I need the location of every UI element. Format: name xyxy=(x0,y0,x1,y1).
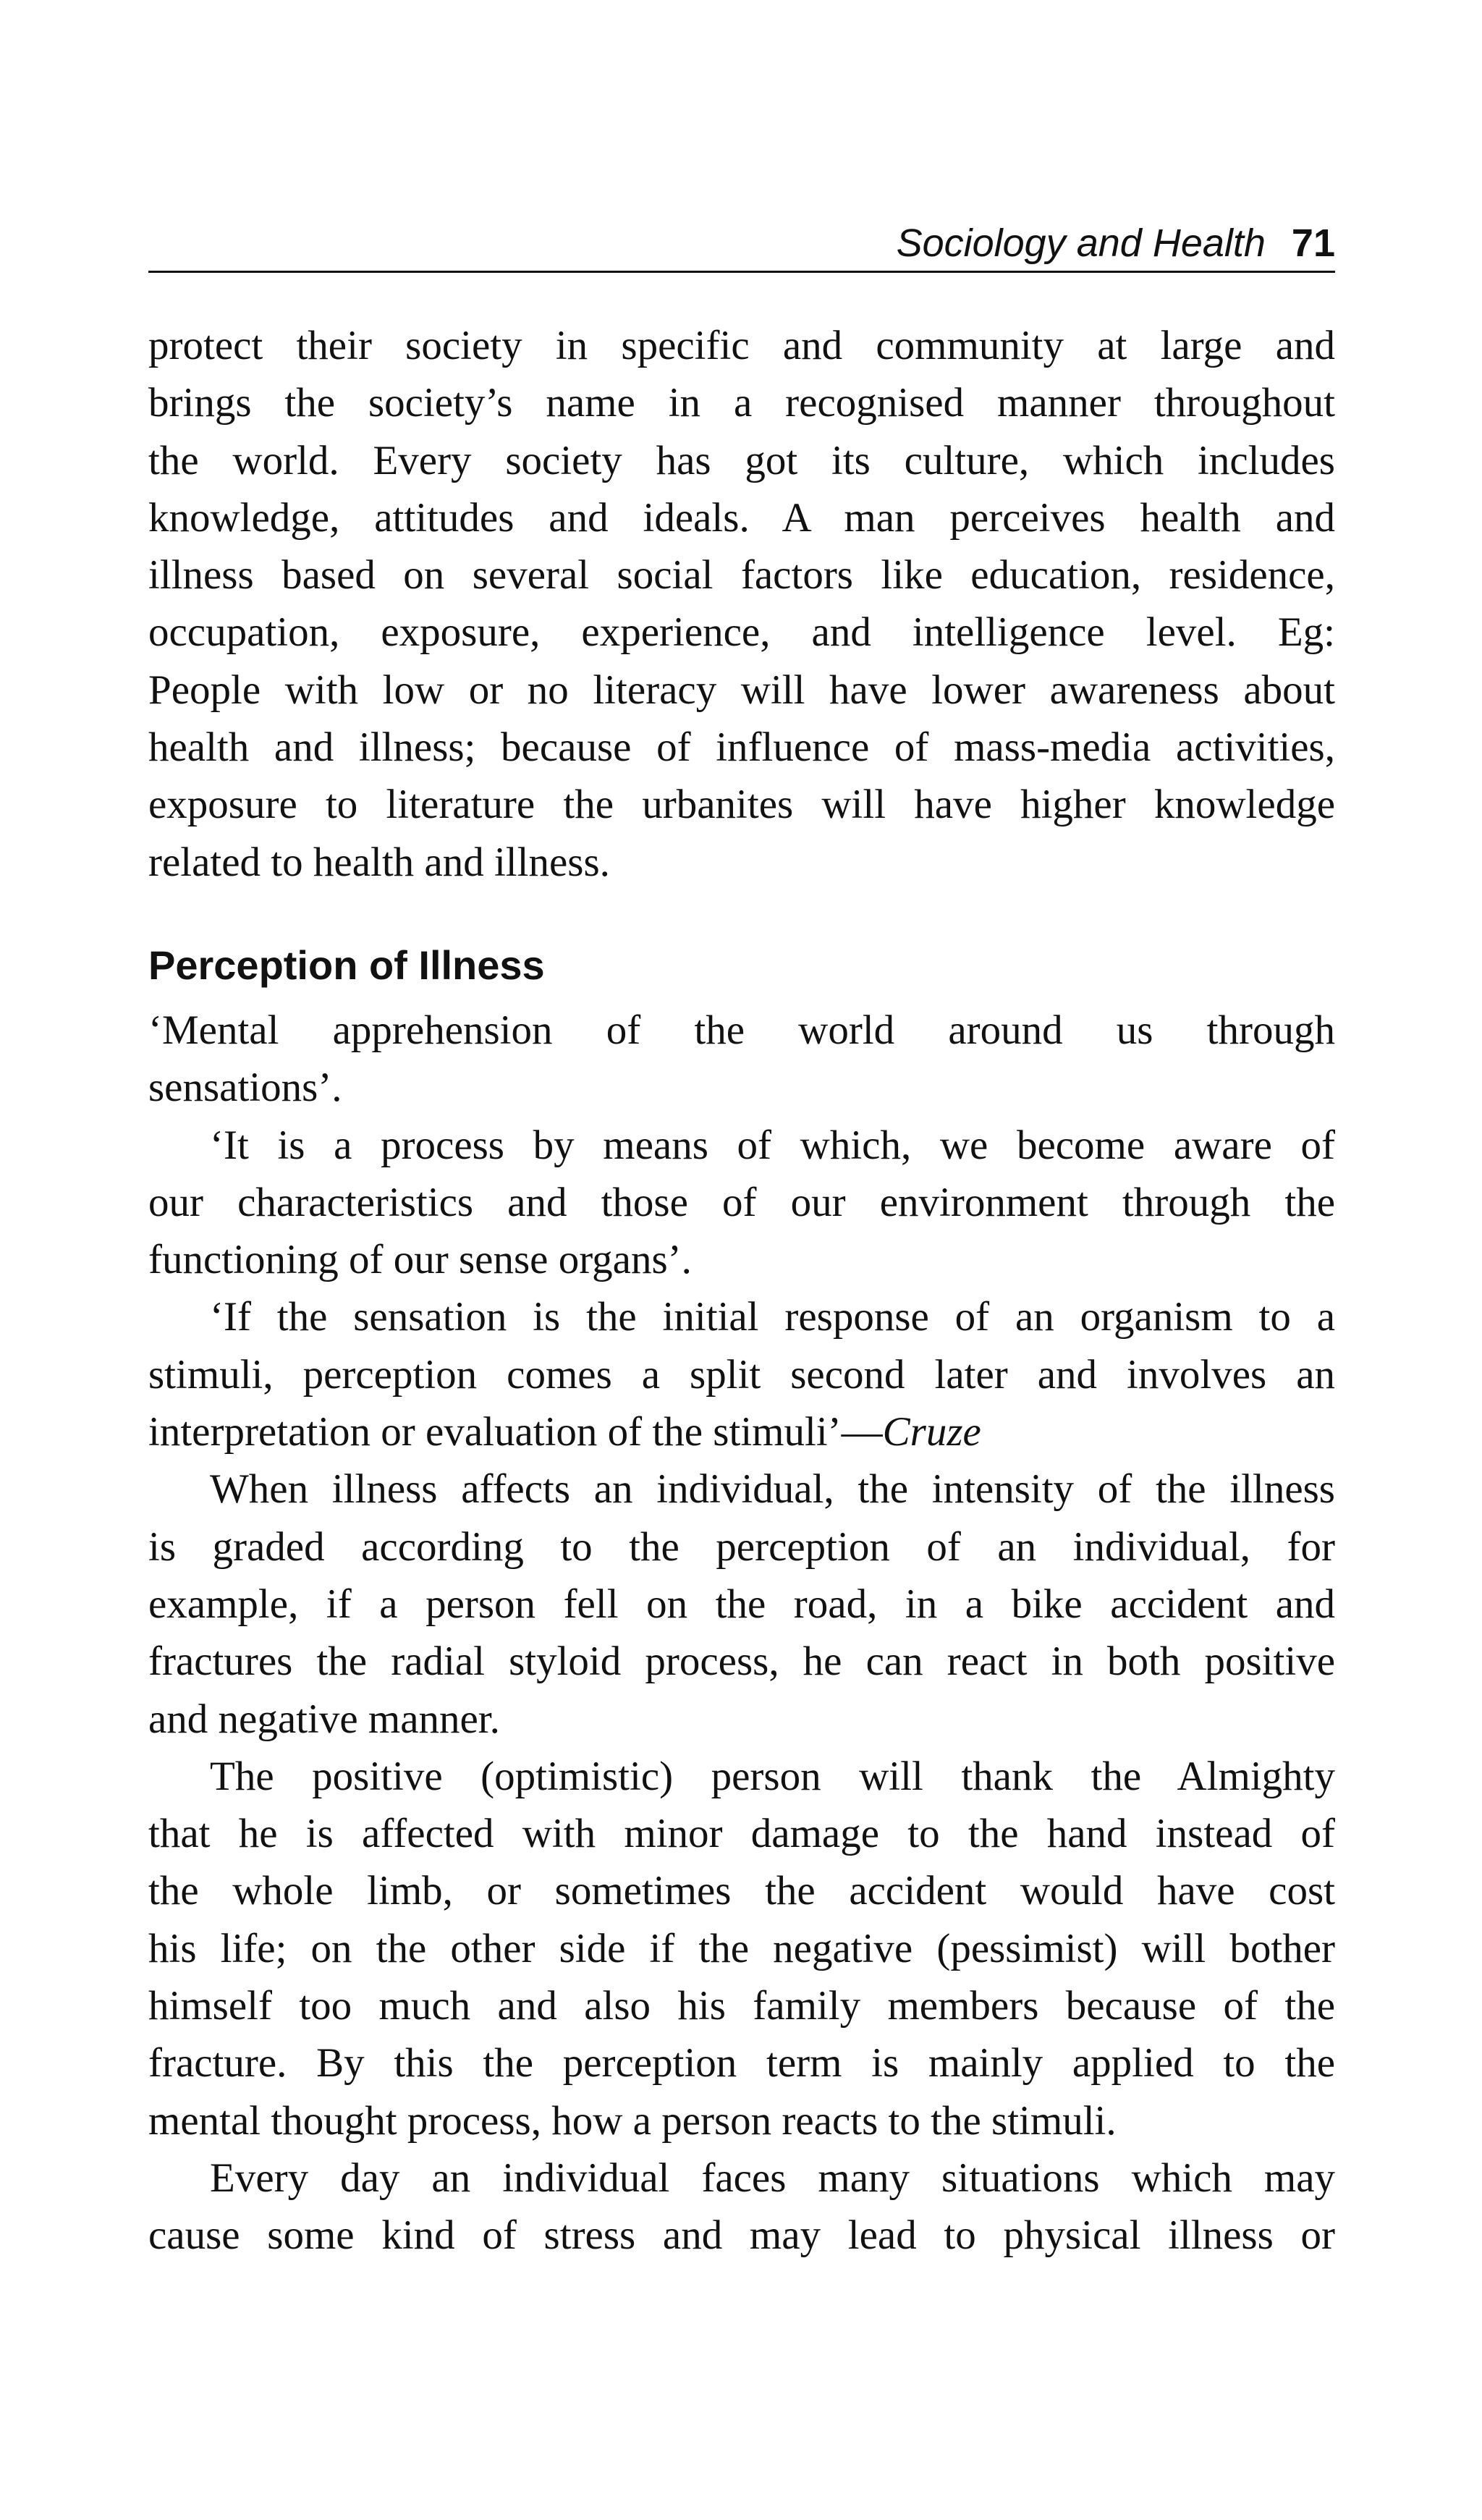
quote-text: interpretation or evaluation of the stimuli’— xyxy=(148,1409,883,1455)
section-heading: Perception of Illness xyxy=(148,942,545,988)
text-line: that he is affected with minor damage to the hand instead of xyxy=(148,1811,1335,1857)
text-line: himself too much and also his family members because of the xyxy=(148,1983,1335,2029)
paragraph-2 xyxy=(148,1460,1335,1747)
header-rule xyxy=(148,271,1335,273)
paragraph-3 xyxy=(148,1748,1335,2149)
text-line xyxy=(148,1403,1335,1460)
text-line: the world. Every society has got its culture, which includes xyxy=(148,437,1335,483)
text-line: People with low or no literacy will have lower awareness about xyxy=(148,667,1335,713)
text-line: health and illness; because of influence of mass-media activities, xyxy=(148,724,1335,771)
page-body xyxy=(148,317,1335,2265)
text-line: the whole limb, or sometimes the accident would have cost xyxy=(148,1868,1335,1914)
paragraph-1 xyxy=(148,317,1335,891)
definition-3 xyxy=(148,1288,1335,1460)
text-line: cause some kind of stress and may lead to physical illness or xyxy=(148,2212,1335,2259)
text-line: mental thought process, how a person reacts to the stimuli. xyxy=(148,2097,1117,2144)
running-head xyxy=(897,214,1335,272)
text-line: knowledge, attitudes and ideals. A man perceives health and xyxy=(148,494,1335,541)
text-line: brings the society’s name in a recognised manner throughout xyxy=(148,380,1335,426)
text-line: example, if a person fell on the road, in a bike accident and xyxy=(148,1581,1335,1627)
text-line: is graded according to the perception of an individual, for xyxy=(148,1523,1335,1570)
text-line: our characteristics and those of our environment through the xyxy=(148,1179,1335,1225)
text-line: fracture. By this the perception term is mainly applied to the xyxy=(148,2040,1335,2086)
text-line: ‘Mental apprehension of the world around us through xyxy=(148,1007,1335,1053)
text-line: illness based on several social factors like education, residence, xyxy=(148,552,1335,599)
text-line: fractures the radial styloid process, he can react in both positive xyxy=(148,1639,1335,1685)
text-line: sensations’. xyxy=(148,1065,342,1111)
text-line: stimuli, perception comes a split second later and involves an xyxy=(148,1351,1335,1398)
text-line: Every day an individual faces many situations which may xyxy=(210,2155,1335,2201)
text-line: related to health and illness. xyxy=(148,839,610,885)
text-line: ‘If the sensation is the initial response of an organism to a xyxy=(210,1294,1335,1340)
page-number: 71 xyxy=(1291,221,1335,265)
text-line: exposure to literature the urbanites will have higher knowledge xyxy=(148,782,1335,828)
running-header xyxy=(148,214,1335,272)
quote-attribution: Cruze xyxy=(882,1409,981,1455)
text-line: functioning of our sense organs’. xyxy=(148,1237,692,1283)
text-line: ‘It is a process by means of which, we become aware of xyxy=(210,1122,1335,1168)
running-title: Sociology and Health xyxy=(896,221,1266,265)
definition-2 xyxy=(148,1117,1335,1289)
paragraph-4 xyxy=(148,2149,1335,2265)
text-line: protect their society in specific and community at large and xyxy=(148,323,1335,368)
definition-1 xyxy=(148,1002,1335,1117)
text-line: When illness affects an individual, the intensity of the illness xyxy=(210,1466,1335,1513)
text-line: his life; on the other side if the negative (pessimist) will bother xyxy=(148,1925,1335,1971)
text-line: The positive (optimistic) person will thank the Almighty xyxy=(210,1753,1335,1799)
text-line: occupation, exposure, experience, and intelligence level. Eg: xyxy=(148,609,1335,656)
text-line: and negative manner. xyxy=(148,1696,500,1742)
